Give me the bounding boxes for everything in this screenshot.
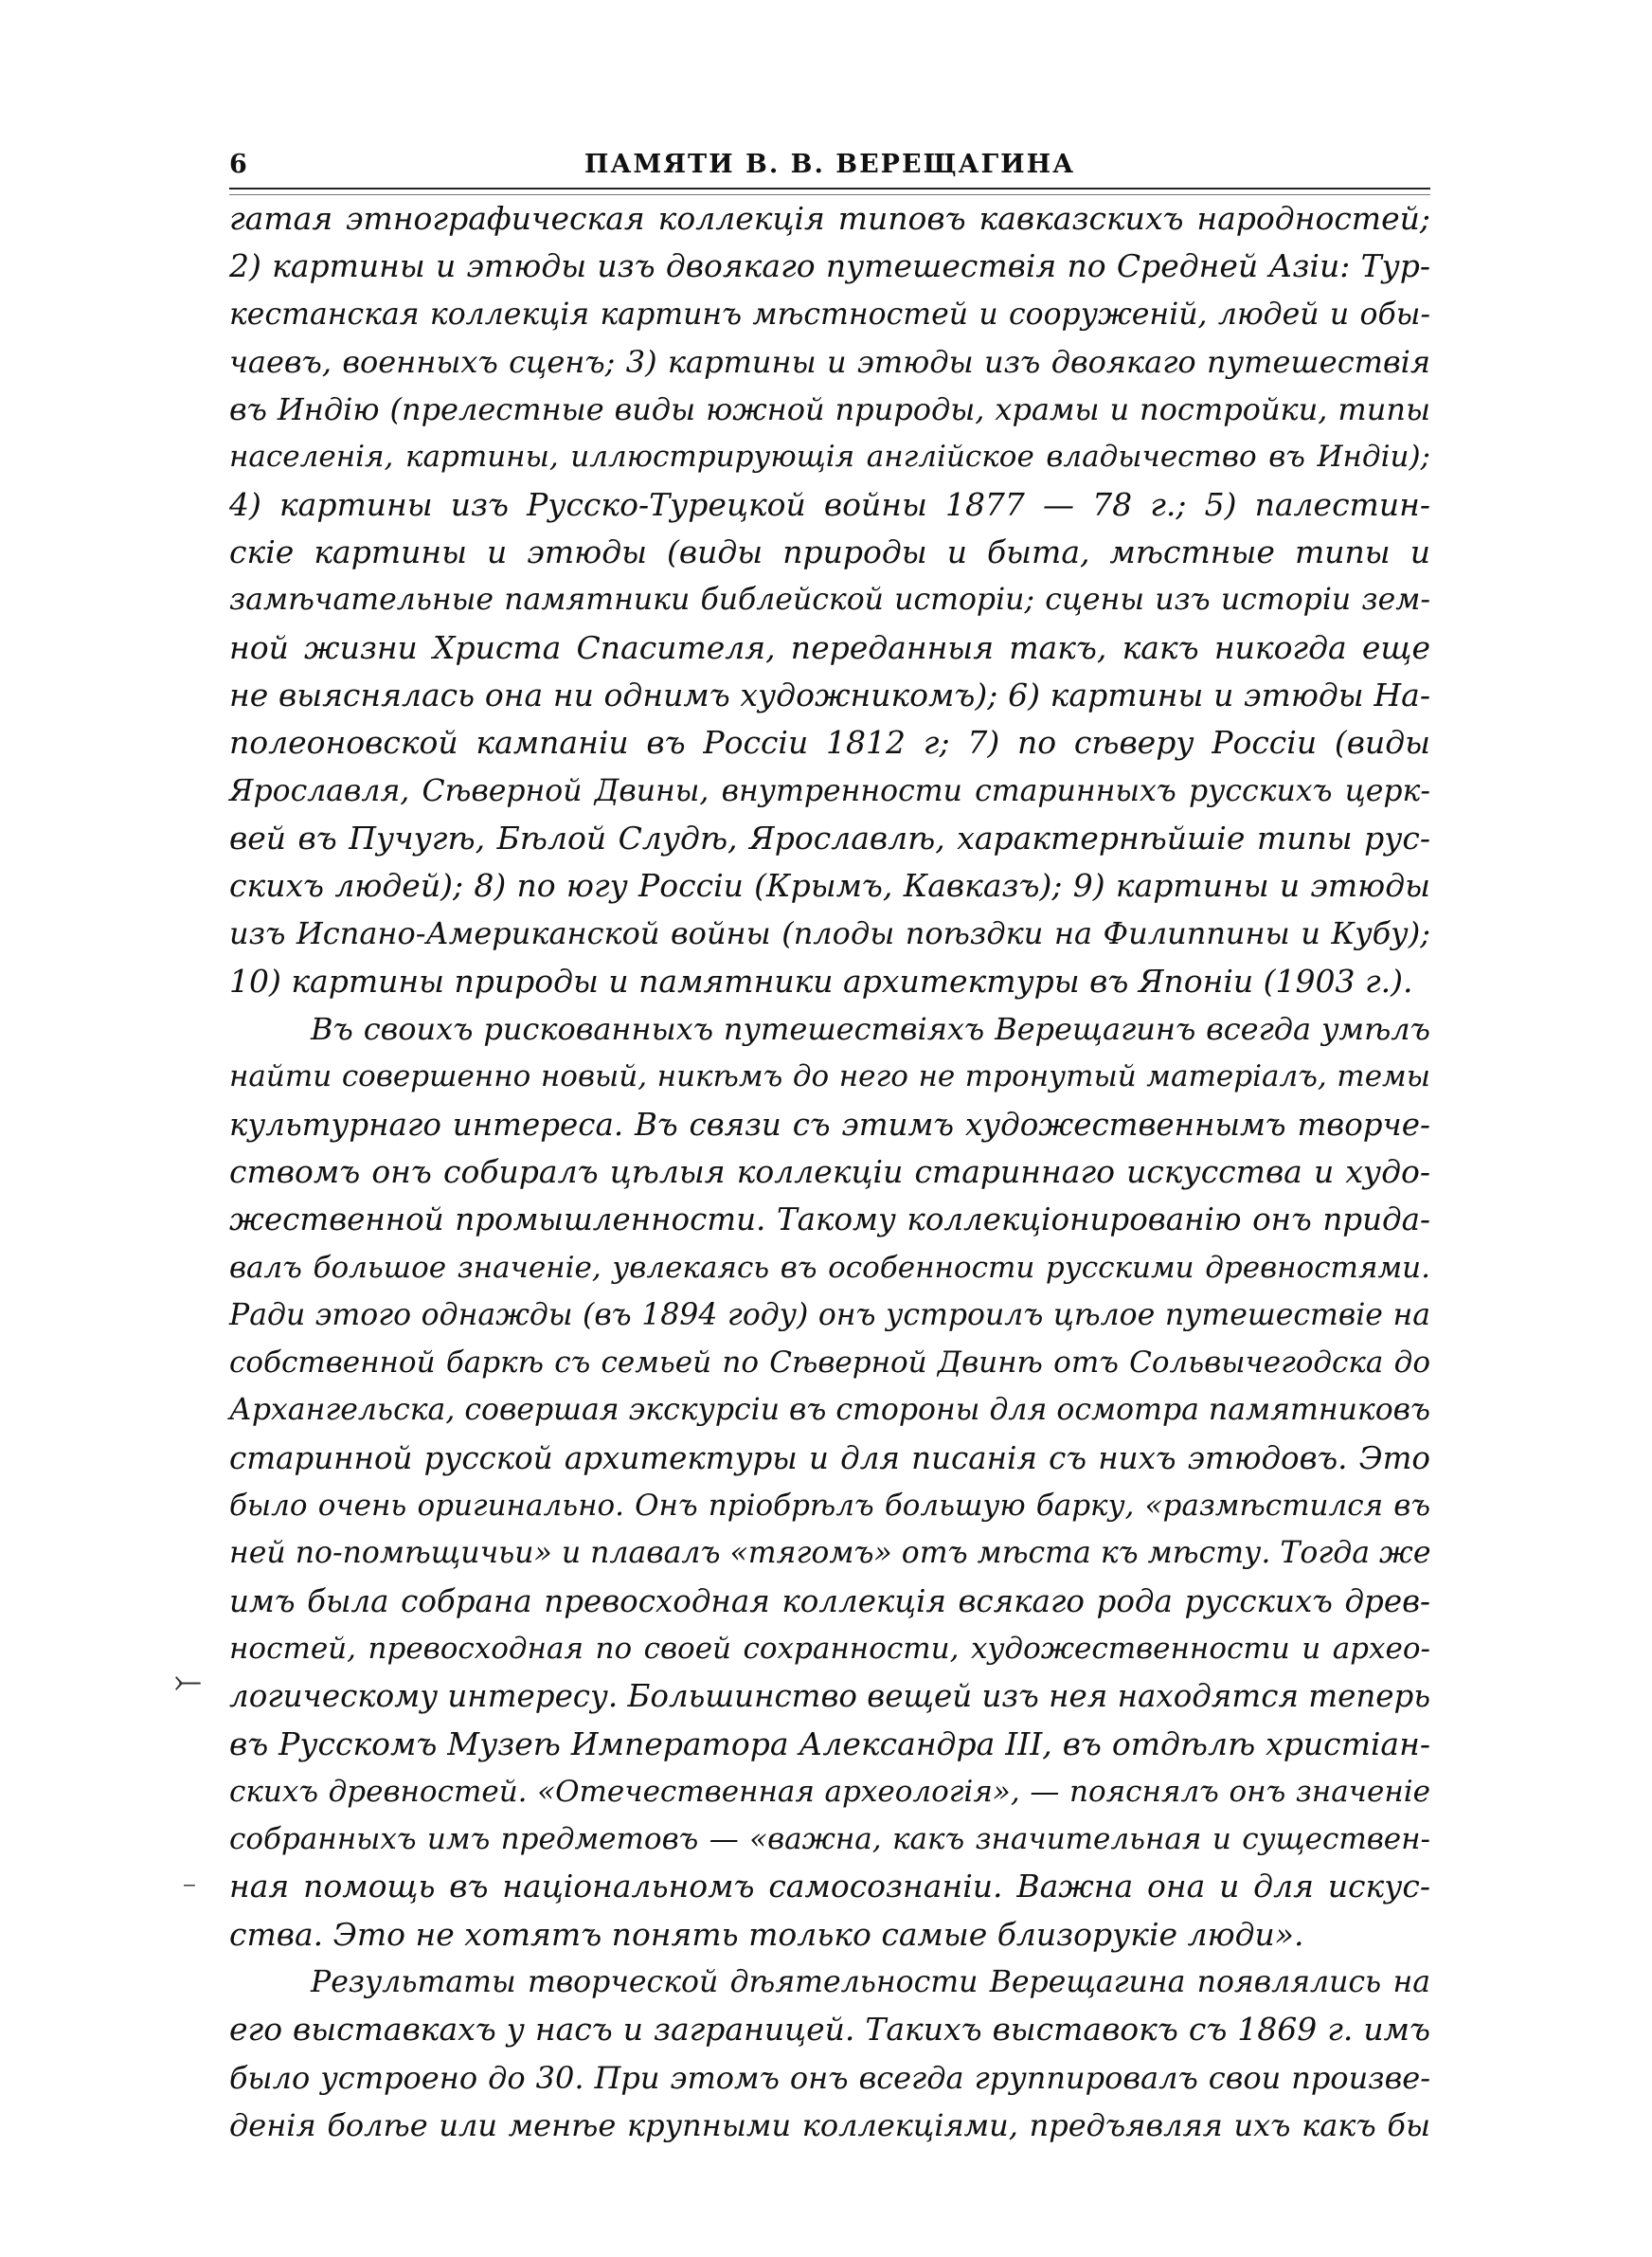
text-line: Результаты творческой дѣятельности Верещагина появлялись на [311, 1964, 1430, 1999]
text-line: ства. Это не хотятъ понять только самые близорукіе люди». [229, 1915, 1304, 1953]
text-line: изъ Испано-Американской войны (плоды поѣздки на Филиппины и Кубу); [229, 915, 1430, 952]
text-line: населенія, картины, иллюстрирующія англійское владычество въ Индіи); [229, 440, 1430, 475]
text-line: жественной промышленности. Такому коллекціонированію онъ прида- [229, 1201, 1430, 1238]
text-line: Ради этого однажды (въ 1894 году) онъ устроилъ цѣлое путешествіе на [229, 1297, 1430, 1332]
text-line: замѣчательные памятники библейской исторіи; сцены изъ исторіи зем- [229, 583, 1430, 618]
text-line: было устроено до 30. При этомъ онъ всегда группировалъ свои произве- [229, 2059, 1430, 2096]
running-title: ПАМЯТИ В. В. ВЕРЕЩАГИНА [584, 150, 1076, 179]
text-line: старинной русской архитектуры и для писанія съ нихъ этюдовъ. Это [229, 1439, 1430, 1476]
text-line: культурнаго интереса. Въ связи съ этимъ художественнымъ творче- [229, 1106, 1430, 1143]
text-line: скіе картины и этюды (виды природы и быта, мѣстные типы и [229, 533, 1430, 571]
text-line: кестанская коллекція картинъ мѣстностей и сооруженій, людей и обы- [229, 297, 1430, 332]
text-line: 4) картины изъ Русско-Турецкой войны 1877 — 78 г.; 5) палестин- [229, 485, 1430, 523]
text-line: 10) картины природы и памятники архитектуры въ Японіи (1903 г.). [229, 962, 1413, 1000]
text-line: полеоновской кампаніи въ Россіи 1812 г; 7) по сѣверу Россіи (виды [229, 724, 1430, 762]
text-line: было очень оригинально. Онъ пріобрѣлъ большую барку, «размѣстился въ [229, 1489, 1430, 1524]
text-line: ствомъ онъ собиралъ цѣлыя коллекціи стариннаго искусства и худо- [229, 1152, 1430, 1190]
text-line: гатая этнографическая коллекція типовъ кавказскихъ народностей; [229, 200, 1430, 237]
text-line: ной жизни Христа Спасителя, переданныя такъ, какъ никогда еще [229, 628, 1430, 666]
body-text [229, 195, 1430, 2149]
text-line: Архангельска, совершая экскурсіи въ стороны для осмотра памятниковъ [229, 1393, 1430, 1428]
text-line: собственной баркѣ съ семьей по Сѣверной Двинѣ отъ Сольвычегодска до [229, 1345, 1430, 1381]
text-line: не выяснялась она ни однимъ художникомъ); 6) картины и этюды На- [229, 676, 1430, 713]
text-line: найти совершенно новый, никѣмъ до него не тронутый матеріалъ, темы [229, 1059, 1430, 1094]
text-line: его выставкахъ у насъ и заграницей. Такихъ выставокъ съ 1869 г. имъ [229, 2011, 1430, 2049]
text-line: Въ своихъ рискованныхъ путешествіяхъ Верещагинъ всегда умѣлъ [311, 1011, 1430, 1048]
text-line: ностей, превосходная по своей сохранности, художественности и архео- [229, 1631, 1430, 1666]
margin-mark-arrow: ⤚ [174, 1662, 202, 1701]
text-line: въ Русскомъ Музеѣ Императора Александра III, въ отдѣлѣ христіан- [229, 1724, 1430, 1762]
text-line: собранныхъ имъ предметовъ — «важна, какъ значительная и существен- [229, 1822, 1430, 1857]
text-line: вей въ Пучугѣ, Бѣлой Слудѣ, Ярославлѣ, характернѣйшіе типы рус- [229, 819, 1430, 857]
text-line: ная помощь въ національномъ самосознаніи. Важна она и для искус- [229, 1868, 1430, 1905]
text-line: имъ была собрана превосходная коллекція всякаго рода русскихъ древ- [229, 1582, 1430, 1619]
page-header [229, 144, 1430, 188]
text-line: скихъ людей); 8) по югу Россіи (Крымъ, Кавказъ); 9) картины и этюды [229, 867, 1430, 905]
text-line: денія болѣе или менѣе крупными коллекціями, предъявляя ихъ какъ бы [229, 2106, 1430, 2143]
text-line: валъ большое значеніе, увлекаясь въ особенности русскими древностями. [229, 1250, 1430, 1285]
header-rule [229, 188, 1430, 195]
text-line: въ Индію (прелестные виды южной природы, храмы и постройки, типы [229, 391, 1430, 428]
margin-mark-dash: ⁻ [182, 1874, 197, 1907]
text-line: логическому интересу. Большинство вещей изъ нея находятся теперь [229, 1678, 1431, 1715]
text-line: скихъ древностей. «Отечественная археологія», — пояснялъ онъ значеніе [229, 1774, 1430, 1809]
page-number: 6 [229, 150, 248, 179]
text-line: ней по-помѣщичьи» и плавалъ «тягомъ» отъ мѣста къ мѣсту. Тогда же [229, 1536, 1431, 1571]
text-line: Ярославля, Сѣверной Двины, внутренности старинныхъ русскихъ церк- [229, 773, 1430, 808]
text-line: чаевъ, военныхъ сценъ; 3) картины и этюды изъ двоякаго путешествія [229, 343, 1430, 380]
text-line: 2) картины и этюды изъ двоякаго путешествія по Средней Азіи: Тур- [229, 247, 1430, 285]
